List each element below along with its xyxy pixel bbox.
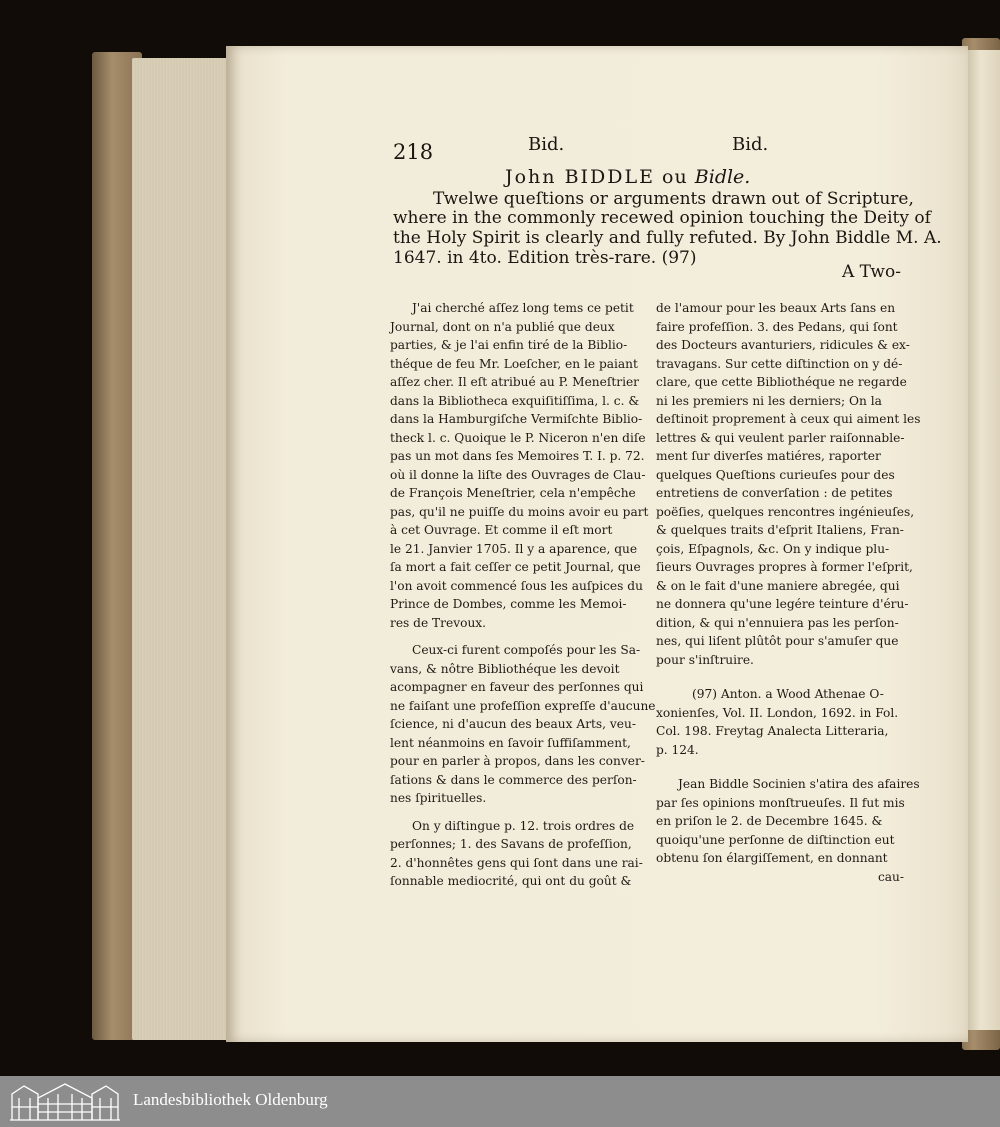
running-head-left: Bid. xyxy=(528,134,565,155)
text-line: dans la Bibliotheca exquiſitiſſima, l. c. & xyxy=(390,393,640,408)
text-line: ſonnable mediocrité, qui ont du goût & xyxy=(390,874,632,888)
text-line: poëſies, quelques rencontres ingénieuſes, xyxy=(656,504,915,519)
entry-title-line: 1647. in 4to. Edition très-rare. (97) xyxy=(393,248,697,268)
text-line: lent néanmoins en ſavoir ſuffiſamment, xyxy=(390,735,631,750)
text-line: ſieurs Ouvrages propres à former l'eſprit, xyxy=(656,560,913,574)
text-line: ſations & dans le commerce des perſon- xyxy=(390,772,637,787)
text-line: quelques Queſtions curieuſes pour des xyxy=(656,467,895,482)
entry-heading-variant: Bidle. xyxy=(694,166,751,188)
catchword: A Two- xyxy=(842,262,901,282)
text-line: res de Trevoux. xyxy=(390,615,487,630)
text-line: çois, Eſpagnols, &c. On y indique plu- xyxy=(656,541,890,556)
library-building-logo xyxy=(8,1080,122,1124)
text-line: faire profeſſion. 3. des Pedans, qui ſont xyxy=(656,319,898,334)
entry-title-line: Twelwe queſtions or arguments drawn out of Scripture, xyxy=(433,189,914,209)
text-line: l'on avoit commencé ſous les auſpices du xyxy=(390,578,643,593)
text-line: Jean Biddle Socinien s'atira des afaires xyxy=(678,777,920,791)
text-line: quoiqu'une perſonne de diſtinction eut xyxy=(656,832,895,847)
text-line: obtenu ſon élargiſſement, en donnant xyxy=(656,851,888,865)
right-column xyxy=(656,299,921,886)
text-line: nes, qui liſent plûtôt pour s'amuſer que xyxy=(656,634,899,648)
text-line: ni les premiers ni les derniers; On la xyxy=(656,393,882,408)
text-line: pour s'inſtruire. xyxy=(656,652,754,667)
entry-heading-ou: ou xyxy=(662,166,688,188)
text-line: des Docteurs avanturiers, ridicules & ex- xyxy=(656,338,910,352)
text-line: On y diſtingue p. 12. trois ordres de xyxy=(412,818,635,833)
text-line: vans, & nôtre Bibliothéque les devoit xyxy=(390,661,620,676)
text-line: & on le fait d'une maniere abregée, qui xyxy=(656,578,900,593)
footnote-line: Col. 198. Freytag Analecta Litteraria, xyxy=(656,724,889,738)
text-line: à cet Ouvrage. Et comme il eſt mort xyxy=(390,523,613,537)
text-line: pas un mot dans ſes Memoires T. I. p. 72. xyxy=(390,449,645,463)
footnote-line: xonienſes, Vol. II. London, 1692. in Fol. xyxy=(656,705,899,720)
running-head-right: Bid. xyxy=(732,134,769,155)
paragraph-gap xyxy=(390,808,640,817)
text-line: perſonnes; 1. des Savans de profeſſion, xyxy=(390,837,632,851)
text-line: dition, & qui n'ennuiera pas les perſon- xyxy=(656,615,899,630)
paragraph-gap xyxy=(656,669,904,685)
text-line: dans la Hamburgiſche Vermiſchte Biblio- xyxy=(390,412,643,426)
footnote-line: p. 124. xyxy=(656,742,699,757)
text-line: entretiens de converſation : de petites xyxy=(656,486,893,500)
text-line: nes ſpirituelles. xyxy=(390,791,487,805)
text-line: de l'amour pour les beaux Arts ſans en xyxy=(656,301,896,315)
text-line: travagans. Sur cette diſtinction on y dé- xyxy=(656,356,903,371)
text-line: theck l. c. Quoique le P. Niceron n'en diſe xyxy=(390,430,646,445)
text-line: où il donne la liſte des Ouvrages de Clau- xyxy=(390,467,646,482)
text-line: acompagner en faveur des perſonnes qui xyxy=(390,680,644,694)
facing-page-edge xyxy=(968,50,1000,1030)
text-line: clare, que cette Bibliothéque ne regarde xyxy=(656,375,907,389)
catchword: cau- xyxy=(877,869,904,884)
text-line: pour en parler à propos, dans les conver- xyxy=(390,754,645,768)
paragraph-gap xyxy=(390,632,640,641)
entry-title-line: where in the commonly recewed opinion touching the Deity of xyxy=(393,208,931,228)
text-line: théque de feu Mr. Loeſcher, en le paiant xyxy=(390,356,638,371)
text-line: lettres & qui veulent parler raiſonnable- xyxy=(656,430,905,445)
entry-title-line: the Holy Spirit is clearly and fully refuted. By John Biddle M. A. xyxy=(393,228,942,248)
text-line: Ceux-ci furent compoſés pour les Sa- xyxy=(412,643,641,657)
text-line: ment ſur diverſes matiéres, raporter xyxy=(656,449,881,463)
paragraph-gap xyxy=(656,759,904,775)
footnote-line: (97) Anton. a Wood Athenae O- xyxy=(692,687,884,701)
text-line: ſa mort a fait ceſſer ce petit Journal, que xyxy=(390,560,641,574)
text-line: aſſez cher. Il eſt atribué au P. Meneſtrier xyxy=(390,375,640,389)
text-line: deſtinoit proprement à ceux qui aiment les xyxy=(656,412,921,426)
text-line: parties, & je l'ai enfin tiré de la Biblio- xyxy=(390,338,628,352)
text-line: par ſes opinions monſtrueuſes. Il fut mis xyxy=(656,795,905,810)
text-line: Prince de Dombes, comme les Memoi- xyxy=(390,597,627,611)
entry-heading-name: John BIDDLE xyxy=(505,166,655,188)
left-column xyxy=(390,299,656,891)
library-name: Landesbibliothek Oldenburg xyxy=(133,1090,328,1109)
page-number: 218 xyxy=(393,140,434,164)
text-line: de François Meneſtrier, cela n'empêche xyxy=(390,486,636,500)
text-line: 2. d'honnêtes gens qui ſont dans une rai- xyxy=(390,855,643,870)
text-line: Journal, dont on n'a publié que deux xyxy=(390,319,615,334)
text-line: ſcience, ni d'aucun des beaux Arts, veu- xyxy=(390,717,636,731)
text-line: le 21. Janvier 1705. Il y a aparence, que xyxy=(390,541,638,556)
text-line: en priſon le 2. de Decembre 1645. & xyxy=(656,814,883,828)
library-footer xyxy=(0,1076,1000,1127)
text-line: pas, qu'il ne puiſſe du moins avoir eu part xyxy=(390,504,649,519)
entry-heading xyxy=(505,166,750,188)
text-line: ne donnera qu'une legére teinture d'éru- xyxy=(656,597,909,611)
page-edges xyxy=(132,58,228,1040)
text-line: J'ai cherché aſſez long tems ce petit xyxy=(412,301,634,315)
text-line: & quelques traits d'eſprit Italiens, Fran- xyxy=(656,523,904,537)
text-line: ne faiſant une profeſſion expreſſe d'aucune xyxy=(390,698,656,713)
